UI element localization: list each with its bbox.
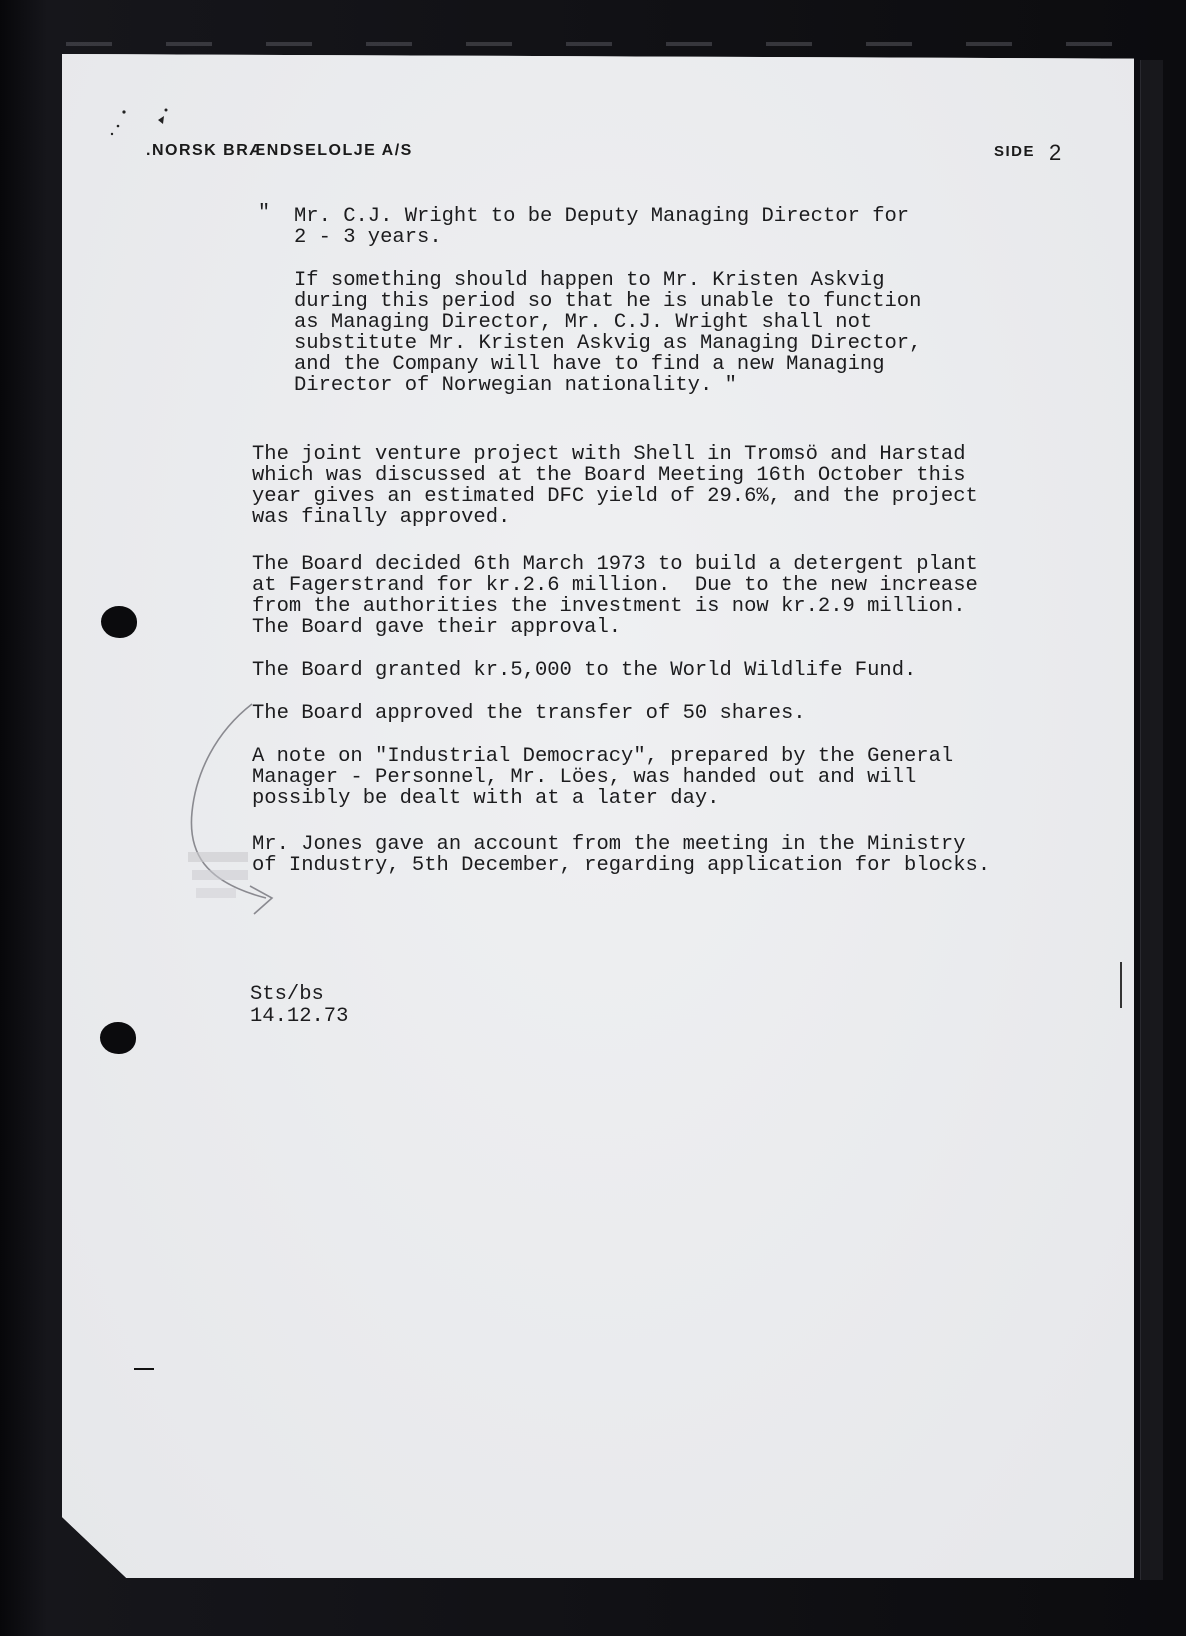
quote-paragraph-2: If something should happen to Mr. Kristen Askvig during this period so that he is unable to function as Managing Director, Mr. C.J. Wright shall not substitute Mr. Kristen Askvig as Managing Director, and the Company will have to find a new Managing Director of Norwegian nationality. " xyxy=(294,269,922,397)
document-date: 14.12.73 xyxy=(250,1005,349,1028)
punch-hole-upper xyxy=(101,606,137,638)
faint-stamp-mark xyxy=(186,848,266,908)
paragraph-detergent-plant: The Board decided 6th March 1973 to build a detergent plant at Fagerstrand for kr.2.6 million. Due to the new increase from the authorities the investment is now kr.2.9 million. The Board gave their approval. xyxy=(252,553,978,639)
reference-initials: Sts/bs xyxy=(250,983,324,1006)
paragraph-joint-venture: The joint venture project with Shell in Tromsö and Harstad which was discussed at the Board Meeting 16th October this year gives an estimated DFC yield of 29.6%, and the project was finally approved. xyxy=(252,443,978,529)
quote-open-mark: " xyxy=(258,202,271,225)
binder-edge xyxy=(66,42,1156,46)
page-number: 2 xyxy=(1049,140,1062,165)
paragraph-industrial-democracy: A note on "Industrial Democracy", prepared by the General Manager - Personnel, Mr. Löes, was handed out and will possibly be dealt with at a later day. xyxy=(252,745,954,810)
paragraph-ministry-meeting: Mr. Jones gave an account from the meeting in the Ministry of Industry, 5th December, regarding application for blocks. xyxy=(252,833,991,877)
paragraph-wildlife-fund: The Board granted kr.5,000 to the World Wildlife Fund. xyxy=(252,659,917,682)
ink-specks xyxy=(110,104,170,144)
quote-paragraph-1: Mr. C.J. Wright to be Deputy Managing Director for 2 - 3 years. xyxy=(294,205,910,249)
right-margin-tick xyxy=(1120,962,1122,1008)
company-letterhead: .NORSK BRÆNDSELOLJE A/S xyxy=(146,142,413,159)
margin-dash-mark xyxy=(134,1368,154,1370)
binder-strip xyxy=(1140,60,1163,1580)
side-label: SIDE xyxy=(994,143,1036,160)
punch-hole-lower xyxy=(100,1022,136,1054)
paragraph-share-transfer: The Board approved the transfer of 50 shares. xyxy=(252,702,806,725)
